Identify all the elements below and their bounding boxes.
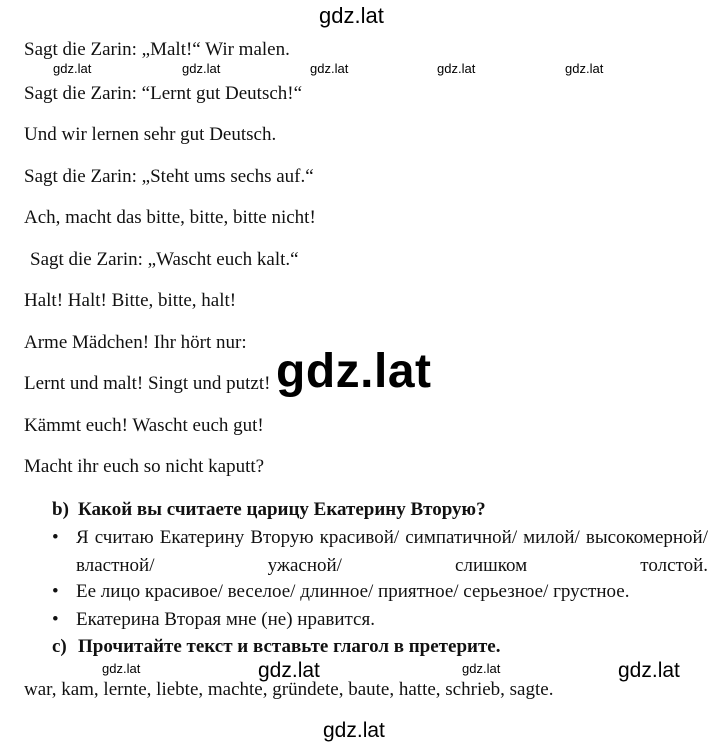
bullet-text: Ее лицо красивое/ веселое/ длинное/ приятное/ серьезное/ грустное.: [76, 581, 630, 602]
bullet-dot-icon: •: [52, 527, 59, 548]
poem-line: Sagt die Zarin: „Steht ums sechs auf.“: [24, 166, 314, 187]
poem-line: Arme Mädchen! Ihr hört nur:: [24, 332, 247, 353]
watermark-bottom: gdz.lat: [323, 719, 385, 742]
watermark-mid: gdz.lat: [258, 659, 320, 682]
section-b-title: Какой вы считаете царицу Екатерину Вторую?: [78, 499, 486, 520]
watermark-small: gdz.lat: [53, 61, 92, 76]
bullet-item: [52, 578, 708, 606]
bullet-item: [52, 524, 708, 580]
section-b-label: b): [52, 499, 69, 520]
watermark-top: gdz.lat: [319, 3, 384, 28]
watermark-small: gdz.lat: [102, 661, 141, 676]
poem-line: Halt! Halt! Bitte, bitte, halt!: [24, 290, 237, 311]
poem-line: Kämmt euch! Wascht euch gut!: [24, 415, 264, 436]
section-c-heading: [52, 636, 500, 658]
bullet-dot-icon: •: [52, 581, 59, 602]
watermark-small: gdz.lat: [310, 61, 349, 76]
poem-line: Sagt die Zarin: „Malt!“ Wir malen.: [24, 39, 290, 60]
bullet-dot-icon: •: [52, 609, 59, 630]
poem-line: Macht ihr euch so nicht kaputt?: [24, 456, 265, 477]
poem-line: Ach, macht das bitte, bitte, bitte nicht!: [24, 207, 316, 228]
bullet-text: Екатерина Вторая мне (не) нравится.: [76, 609, 375, 630]
poem-line: Lernt und malt! Singt und putzt!: [24, 373, 271, 394]
watermark-mid: gdz.lat: [618, 659, 680, 682]
verb-list: war, kam, lernte, liebte, machte, gründete, baute, hatte, schrieb, sagte.: [24, 679, 554, 700]
poem-line: Und wir lernen sehr gut Deutsch.: [24, 124, 277, 145]
bullet-item: [52, 606, 708, 634]
watermark-small: gdz.lat: [182, 61, 221, 76]
watermark-center: gdz.lat: [276, 345, 432, 398]
section-b-heading: [52, 499, 486, 521]
bullet-text: Я считаю Екатерину Вторую красивой/ симпатичной/ милой/ высокомерной/ властной/ ужасной/ слишком толстой.: [76, 527, 708, 576]
section-c-title: Прочитайте текст и вставьте глагол в претерите.: [78, 636, 501, 657]
watermark-small: gdz.lat: [462, 661, 501, 676]
section-c-label: c): [52, 636, 67, 657]
poem-line: Sagt die Zarin: „Wascht euch kalt.“: [30, 249, 299, 270]
watermark-small: gdz.lat: [565, 61, 604, 76]
watermark-small: gdz.lat: [437, 61, 476, 76]
poem-line: Sagt die Zarin: “Lernt gut Deutsch!“: [24, 83, 303, 104]
